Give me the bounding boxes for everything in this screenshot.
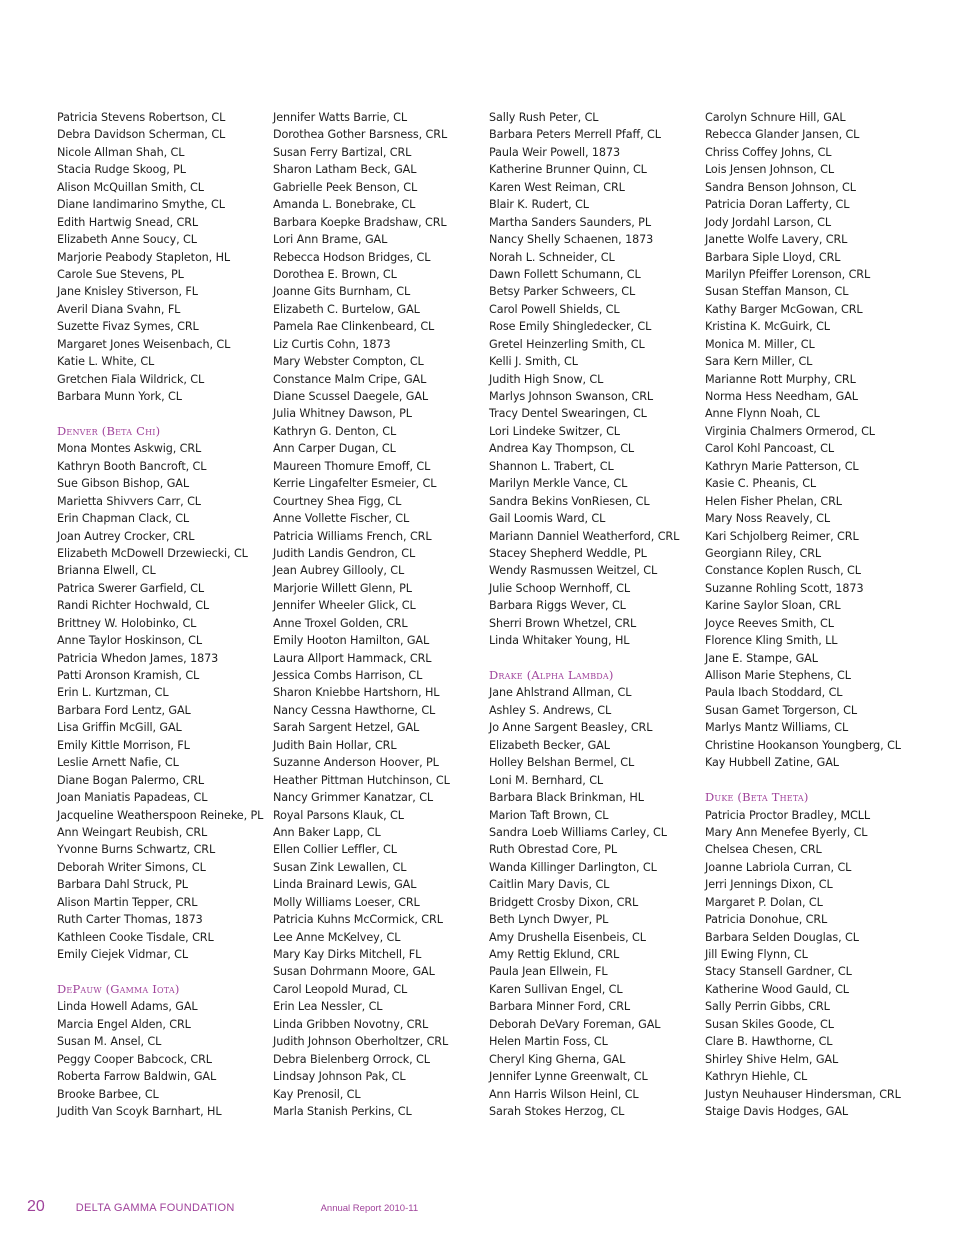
donor-name: Linda Gribben Novotny, CRL xyxy=(273,1017,429,1031)
donor-name: Ashley S. Andrews, CL xyxy=(489,703,612,717)
donor-name: Barbara Munn York, CL xyxy=(57,390,182,403)
donor-list xyxy=(57,109,921,1120)
donor-name: Tracy Dentel Swearingen, CL xyxy=(489,407,647,421)
donor-name: Suzanne Anderson Hoover, PL xyxy=(273,756,439,770)
donor-name: Barbara Dahl Struck, PL xyxy=(57,878,188,892)
donor-name: Alison McQuillan Smith, CL xyxy=(57,180,204,194)
donor-name: Helen Fisher Phelan, CRL xyxy=(705,494,842,508)
donor-name: Caitlin Mary Davis, CL xyxy=(489,878,610,892)
donor-name: Constance Koplen Rusch, CL xyxy=(705,564,861,578)
donor-name: Sharon Kniebbe Hartshorn, HL xyxy=(273,686,440,700)
donor-name: Dawn Follett Schumann, CL xyxy=(489,267,641,281)
donor-name: Alison Martin Tepper, CRL xyxy=(57,895,198,909)
chapter-heading: Duke (Beta Theta) xyxy=(705,790,809,805)
donor-name: Kristina K. McGuirk, CL xyxy=(705,320,830,334)
donor-name: Marla Stanish Perkins, CL xyxy=(273,1104,412,1118)
donor-name: Anne Flynn Noah, CL xyxy=(705,407,820,421)
donor-name: Susan M. Ansel, CL xyxy=(57,1035,162,1049)
donor-name: Joanne Labriola Curran, CL xyxy=(705,860,852,874)
donor-name: Edith Hartwig Snead, CRL xyxy=(57,215,199,229)
chapter-heading: Drake (Alpha Lambda) xyxy=(489,668,614,682)
page-number: 20 xyxy=(27,1198,45,1215)
donor-name: Lee Anne McKelvey, CL xyxy=(273,930,401,944)
donor-name: Lois Jensen Johnson, CL xyxy=(705,163,834,177)
donor-name: Mary Webster Compton, CL xyxy=(273,355,424,369)
donor-name: Carole Sue Stevens, PL xyxy=(57,267,184,281)
donor-name: Helen Martin Foss, CL xyxy=(489,1035,608,1049)
donor-name: Jennifer Wheeler Glick, CL xyxy=(273,599,416,613)
donor-name: Sandra Bekins VonRiesen, CL xyxy=(489,494,650,508)
donor-name: Emily Kittle Morrison, FL xyxy=(57,738,190,752)
donor-name: Kathy Barger McGowan, CRL xyxy=(705,302,863,316)
donor-name: Shannon L. Trabert, CL xyxy=(489,459,614,473)
donor-name: Beth Lynch Dwyer, PL xyxy=(489,913,609,927)
donor-name: Katie L. White, CL xyxy=(57,355,155,369)
donor-name: Kay Prenosil, CL xyxy=(273,1087,361,1101)
donor-name: Blair K. Rudert, CL xyxy=(489,198,589,212)
donor-name: Chriss Coffey Johns, CL xyxy=(705,145,832,159)
donor-name: Mona Montes Askwig, CRL xyxy=(57,442,202,456)
donor-name: Anne Troxel Golden, CRL xyxy=(273,616,408,630)
donor-name: Amy Rettig Eklund, CRL xyxy=(489,948,620,961)
donor-name: Ann Harris Wilson Heinl, CL xyxy=(489,1087,639,1101)
donor-name: Barbara Selden Douglas, CL xyxy=(705,930,859,944)
donor-name: Debra Bielenberg Orrock, CL xyxy=(273,1052,430,1066)
donor-name: Stacy Stansell Gardner, CL xyxy=(705,965,852,979)
donor-name: Heather Pittman Hutchinson, CL xyxy=(273,773,450,787)
donor-name: Joan Autrey Crocker, CRL xyxy=(57,529,195,543)
donor-name: Staige Davis Hodges, GAL xyxy=(705,1104,849,1118)
donor-name: Janette Wolfe Lavery, CRL xyxy=(705,233,848,247)
donor-name: Nicole Allman Shah, CL xyxy=(57,145,185,159)
donor-name: Mary Noss Reavely, CL xyxy=(705,512,831,526)
donor-name: Averil Diana Svahn, FL xyxy=(57,302,181,316)
donor-name: Liz Curtis Cohn, 1873 xyxy=(273,337,391,351)
donor-name: Marion Taft Brown, CL xyxy=(489,808,609,822)
donor-name: Paula Weir Powell, 1873 xyxy=(489,145,620,159)
donor-name: Jo Anne Sargent Beasley, CRL xyxy=(489,721,653,735)
page-footer xyxy=(27,1198,418,1220)
donor-name: Ann Carper Dugan, CL xyxy=(273,442,396,456)
donor-name: Margaret Jones Weisenbach, CL xyxy=(57,337,231,351)
donor-name: Patricia Proctor Bradley, MCLL xyxy=(705,808,871,822)
donor-name: Patrica Swerer Garfield, CL xyxy=(57,581,205,595)
donor-name: Monica M. Miller, CL xyxy=(705,337,815,351)
donor-name: Georgiann Riley, CRL xyxy=(705,546,822,560)
donor-name: Marlys Mantz Williams, CL xyxy=(705,721,849,735)
donor-name: Marcia Engel Alden, CRL xyxy=(57,1017,191,1031)
donor-name: Patricia Doran Lafferty, CL xyxy=(705,198,850,212)
donor-name: Stacey Shepherd Weddle, PL xyxy=(489,546,647,560)
donor-name: Holley Belshan Bermel, CL xyxy=(489,756,635,770)
donor-name: Elizabeth McDowell Drzewiecki, CL xyxy=(57,546,248,560)
donor-name: Joanne Gits Burnham, CL xyxy=(273,285,411,299)
column-3 xyxy=(489,109,705,1120)
donor-name: Virginia Chalmers Ormerod, CL xyxy=(705,424,875,438)
donor-name: Patricia Kuhns McCormick, CRL xyxy=(273,913,443,927)
donor-name: Erin L. Kurtzman, CL xyxy=(57,686,169,700)
donor-name: Patricia Williams French, CRL xyxy=(273,529,432,543)
donor-name: Susan Steffan Manson, CL xyxy=(705,285,849,299)
donor-name: Jean Aubrey Gillooly, CL xyxy=(273,564,405,578)
donor-name: Judith High Snow, CL xyxy=(489,372,604,386)
donor-name: Christine Hookanson Youngberg, CL xyxy=(705,738,901,752)
organization-name: DELTA GAMMA FOUNDATION xyxy=(75,1202,235,1214)
donor-name: Betsy Parker Schweers, CL xyxy=(489,285,636,299)
donor-name: Gail Loomis Ward, CL xyxy=(489,512,606,526)
donor-name: Susan Skiles Goode, CL xyxy=(705,1017,834,1031)
donor-name: Jennifer Watts Barrie, CL xyxy=(273,111,407,124)
donor-name: Cheryl King Gherna, GAL xyxy=(489,1052,626,1066)
donor-name: Judith Bain Hollar, CRL xyxy=(273,738,397,752)
donor-name: Kelli J. Smith, CL xyxy=(489,355,578,369)
donor-name: Mary Ann Menefee Byerly, CL xyxy=(705,825,868,839)
donor-name: Emily Ciejek Vidmar, CL xyxy=(57,948,189,961)
donor-name: Kasie C. Pheanis, CL xyxy=(705,477,817,491)
donor-name: Norah L. Schneider, CL xyxy=(489,250,615,264)
donor-name: Randi Richter Hochwald, CL xyxy=(57,599,210,613)
donor-name: Molly Williams Loeser, CRL xyxy=(273,895,420,909)
donor-name: Barbara Minner Ford, CRL xyxy=(489,1000,630,1014)
donor-name: Diane Iandimarino Smythe, CL xyxy=(57,198,225,212)
donor-name: Sara Kern Miller, CL xyxy=(705,355,813,369)
donor-name: Jill Ewing Flynn, CL xyxy=(705,948,808,961)
section-spacer xyxy=(489,650,705,667)
donor-name: Elizabeth C. Burtelow, GAL xyxy=(273,302,420,316)
column-2 xyxy=(273,109,489,1120)
donor-name: Justyn Neuhauser Hindersman, CRL xyxy=(705,1087,901,1101)
donor-name: Ellen Collier Leffler, CL xyxy=(273,843,397,857)
column-4 xyxy=(705,109,921,1120)
donor-name: Linda Howell Adams, GAL xyxy=(57,1000,198,1014)
section-spacer xyxy=(57,963,273,980)
donor-name: Kathryn Booth Bancroft, CL xyxy=(57,459,207,473)
donor-name: Chelsea Chesen, CRL xyxy=(705,843,822,857)
donor-name: Kathryn Hiehle, CL xyxy=(705,1070,808,1084)
section-spacer xyxy=(705,772,921,789)
donor-name: Erin Chapman Clack, CL xyxy=(57,512,190,526)
donor-name: Roberta Farrow Baldwin, GAL xyxy=(57,1070,217,1084)
donor-name: Susan Dohrmann Moore, GAL xyxy=(273,965,435,979)
donor-name: Lori Ann Brame, GAL xyxy=(273,233,388,247)
donor-name: Wendy Rasmussen Weitzel, CL xyxy=(489,564,658,578)
donor-name: Leslie Arnett Nafie, CL xyxy=(57,756,179,770)
donor-name: Jane Knisley Stiverson, FL xyxy=(57,285,198,299)
donor-name: Anne Taylor Hoskinson, CL xyxy=(57,634,203,648)
donor-name: Suzanne Rohling Scott, 1873 xyxy=(705,581,864,595)
donor-name: Royal Parsons Klauk, CL xyxy=(273,808,404,822)
donor-name: Carol Powell Shields, CL xyxy=(489,302,620,316)
donor-name: Rose Emily Shingledecker, CL xyxy=(489,320,652,334)
donor-name: Barbara Riggs Wever, CL xyxy=(489,599,626,613)
donor-name: Susan Gamet Torgerson, CL xyxy=(705,703,857,717)
donor-name: Jessica Combs Harrison, CL xyxy=(273,669,423,682)
donor-name: Lindsay Johnson Pak, CL xyxy=(273,1070,406,1084)
donor-name: Katherine Wood Gauld, CL xyxy=(705,982,849,996)
donor-name: Lori Lindeke Switzer, CL xyxy=(489,424,620,438)
donor-name: Kathryn Marie Patterson, CL xyxy=(705,459,859,473)
donor-name: Joan Maniatis Papadeas, CL xyxy=(57,791,208,805)
donor-name: Peggy Cooper Babcock, CRL xyxy=(57,1052,212,1066)
donor-name: Brooke Barbee, CL xyxy=(57,1087,159,1101)
donor-name: Judith Van Scoyk Barnhart, HL xyxy=(57,1104,222,1118)
donor-name: Susan Ferry Bartizal, CRL xyxy=(273,145,412,159)
donor-name: Clare B. Hawthorne, CL xyxy=(705,1035,833,1049)
donor-name: Rebecca Hodson Bridges, CL xyxy=(273,250,431,264)
donor-name: Jane E. Stampe, GAL xyxy=(705,651,818,665)
donor-name: Linda Brainard Lewis, GAL xyxy=(273,878,417,892)
donor-name: Emily Hooton Hamilton, GAL xyxy=(273,634,430,648)
donor-name: Pamela Rae Clinkenbeard, CL xyxy=(273,320,435,334)
donor-name: Dorothea Gother Barsness, CRL xyxy=(273,128,448,142)
donor-name: Marjorie Peabody Stapleton, HL xyxy=(57,250,231,264)
donor-name: Gretel Heinzerling Smith, CL xyxy=(489,337,645,351)
donor-name: Jody Jordahl Larson, CL xyxy=(705,215,831,229)
chapter-heading: Denver (Beta Chi) xyxy=(57,423,161,438)
donor-name: Sally Rush Peter, CL xyxy=(489,111,599,124)
donor-name: Sally Perrin Gibbs, CRL xyxy=(705,1000,830,1014)
donor-name: Marjorie Willett Glenn, PL xyxy=(273,581,412,595)
donor-name: Kathryn G. Denton, CL xyxy=(273,424,397,438)
donor-name: Kerrie Lingafelter Esmeier, CL xyxy=(273,477,437,491)
donor-name: Paula Ibach Stoddard, CL xyxy=(705,686,843,700)
donor-name: Margaret P. Dolan, CL xyxy=(705,895,823,909)
donor-name: Carol Kohl Pancoast, CL xyxy=(705,442,835,456)
donor-name: Jennifer Lynne Greenwalt, CL xyxy=(489,1070,648,1084)
donor-name: Carol Leopold Murad, CL xyxy=(273,982,408,996)
donor-name: Paula Jean Ellwein, FL xyxy=(489,965,608,979)
donor-name: Katherine Brunner Quinn, CL xyxy=(489,163,647,177)
donor-name: Marlys Johnson Swanson, CRL xyxy=(489,390,654,403)
donor-name: Sue Gibson Bishop, GAL xyxy=(57,477,189,491)
donor-name: Karen West Reiman, CRL xyxy=(489,180,625,194)
donor-name: Ruth Obrestad Core, PL xyxy=(489,843,618,857)
donor-name: Deborah Writer Simons, CL xyxy=(57,860,206,874)
donor-name: Joyce Reeves Smith, CL xyxy=(705,616,834,630)
donor-name: Julie Schoop Wernhoff, CL xyxy=(489,581,630,595)
donor-name: Diane Bogan Palermo, CRL xyxy=(57,773,204,787)
donor-name: Debra Davidson Scherman, CL xyxy=(57,128,226,142)
donor-name: Maureen Thomure Emoff, CL xyxy=(273,459,431,473)
donor-name: Gabrielle Peek Benson, CL xyxy=(273,180,418,194)
donor-name: Suzette Fivaz Symes, CRL xyxy=(57,320,199,334)
donor-name: Elizabeth Anne Soucy, CL xyxy=(57,233,197,247)
donor-name: Yvonne Burns Schwartz, CRL xyxy=(57,843,216,857)
donor-name: Erin Lea Nessler, CL xyxy=(273,1000,383,1014)
section-spacer xyxy=(57,405,273,422)
donor-name: Laura Allport Hammack, CRL xyxy=(273,651,432,665)
donor-name: Ann Baker Lapp, CL xyxy=(273,825,381,839)
chapter-heading: DePauw (Gamma Iota) xyxy=(57,981,180,996)
donor-name: Loni M. Bernhard, CL xyxy=(489,773,604,787)
donor-name: Courtney Shea Figg, CL xyxy=(273,494,402,508)
donor-name: Andrea Kay Thompson, CL xyxy=(489,442,635,456)
donor-name: Deborah DeVary Foreman, GAL xyxy=(489,1017,661,1031)
donor-name: Sarah Sargent Hetzel, GAL xyxy=(273,721,420,735)
donor-name: Wanda Killinger Darlington, CL xyxy=(489,860,657,874)
donor-name: Amy Drushella Eisenbeis, CL xyxy=(489,930,646,944)
donor-name: Nancy Cessna Hawthorne, CL xyxy=(273,703,436,717)
donor-name: Stacia Rudge Skoog, PL xyxy=(57,163,186,177)
donor-name: Marianne Rott Murphy, CRL xyxy=(705,372,856,386)
donor-name: Brittney W. Holobinko, CL xyxy=(57,616,197,630)
donor-name: Karen Sullivan Engel, CL xyxy=(489,982,623,996)
donor-name: Carolyn Schnure Hill, GAL xyxy=(705,111,846,124)
donor-name: Sarah Stokes Herzog, CL xyxy=(489,1104,625,1118)
donor-name: Marilyn Merkle Vance, CL xyxy=(489,477,628,491)
donor-name: Jane Ahlstrand Allman, CL xyxy=(489,686,632,700)
donor-name: Norma Hess Needham, GAL xyxy=(705,390,858,403)
donor-name: Dorothea E. Brown, CL xyxy=(273,267,397,281)
donor-name: Patricia Whedon James, 1873 xyxy=(57,651,219,665)
donor-name: Susan Zink Lewallen, CL xyxy=(273,860,407,874)
donor-name: Allison Marie Stephens, CL xyxy=(705,669,851,682)
donor-name: Marietta Shivvers Carr, CL xyxy=(57,494,201,508)
donor-name: Sandra Benson Johnson, CL xyxy=(705,180,856,194)
donor-name: Marilyn Pfeiffer Lorenson, CRL xyxy=(705,267,871,281)
donor-name: Kari Schjolberg Reimer, CRL xyxy=(705,529,859,543)
donor-name: Ann Weingart Reubish, CRL xyxy=(57,825,208,839)
donor-name: Nancy Grimmer Kanatzar, CL xyxy=(273,791,434,805)
donor-name: Anne Vollette Fischer, CL xyxy=(273,512,410,526)
donor-name: Barbara Peters Merrell Pfaff, CL xyxy=(489,128,661,142)
donor-name: Barbara Siple Lloyd, CRL xyxy=(705,250,841,264)
donor-name: Martha Sanders Saunders, PL xyxy=(489,215,651,229)
donor-name: Shirley Shive Helm, GAL xyxy=(705,1052,839,1066)
donor-name: Kathleen Cooke Tisdale, CRL xyxy=(57,930,214,944)
donor-name: Julia Whitney Dawson, PL xyxy=(273,407,412,421)
donor-name: Linda Whitaker Young, HL xyxy=(489,634,630,648)
donor-name: Patricia Donohue, CRL xyxy=(705,913,828,927)
donor-name: Karine Saylor Sloan, CRL xyxy=(705,599,841,613)
donor-name: Jacqueline Weatherspoon Reineke, PL xyxy=(57,808,264,822)
donor-name: Diane Scussel Daegele, GAL xyxy=(273,390,429,403)
donor-name: Constance Malm Cripe, GAL xyxy=(273,372,427,386)
donor-name: Patricia Stevens Robertson, CL xyxy=(57,111,226,124)
donor-name: Mary Kay Dirks Mitchell, FL xyxy=(273,948,422,961)
report-title: Annual Report 2010-11 xyxy=(320,1203,419,1214)
donor-name: Gretchen Fiala Wildrick, CL xyxy=(57,372,205,386)
donor-name: Barbara Koepke Bradshaw, CRL xyxy=(273,215,447,229)
donor-name: Jerri Jennings Dixon, CL xyxy=(705,878,833,892)
donor-name: Mariann Danniel Weatherford, CRL xyxy=(489,529,680,543)
donor-name: Brianna Elwell, CL xyxy=(57,564,156,578)
donor-name: Judith Johnson Oberholtzer, CRL xyxy=(273,1035,449,1049)
donor-name: Ruth Carter Thomas, 1873 xyxy=(57,913,203,927)
donor-name: Bridgett Crosby Dixon, CRL xyxy=(489,895,639,909)
donor-name: Lisa Griffin McGill, GAL xyxy=(57,721,182,735)
donor-name: Rebecca Glander Jansen, CL xyxy=(705,128,860,142)
donor-name: Patti Aronson Kramish, CL xyxy=(57,669,200,682)
donor-name: Elizabeth Becker, GAL xyxy=(489,738,610,752)
donor-name: Nancy Shelly Schaenen, 1873 xyxy=(489,233,654,247)
donor-name: Sandra Loeb Williams Carley, CL xyxy=(489,825,667,839)
donor-name: Florence Kling Smith, LL xyxy=(705,634,838,648)
donor-name: Barbara Ford Lentz, GAL xyxy=(57,703,191,717)
donor-name: Barbara Black Brinkman, HL xyxy=(489,791,644,805)
donor-name: Sharon Latham Beck, GAL xyxy=(273,163,417,177)
donor-name: Sherri Brown Whetzel, CRL xyxy=(489,616,637,630)
donor-name: Amanda L. Bonebrake, CL xyxy=(273,198,416,212)
column-1 xyxy=(57,109,273,1120)
donor-name: Judith Landis Gendron, CL xyxy=(273,546,416,560)
donor-name: Kay Hubbell Zatine, GAL xyxy=(705,756,839,770)
